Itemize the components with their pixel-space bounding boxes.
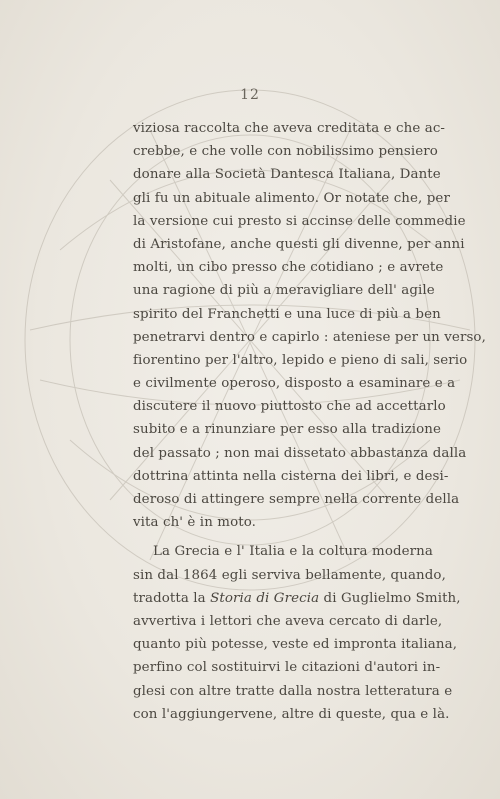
text-line: discutere il nuovo piuttosto che ad accettarlo: [133, 399, 446, 415]
text-line: spirito del Franchetti e una luce di più a ben: [133, 306, 441, 322]
text-line: la versione cui presto si accinse delle commedie: [133, 213, 466, 229]
text-line: una ragione di più a meravigliare dell' agile: [133, 283, 435, 299]
book-title: Storia di Grecia: [210, 590, 320, 606]
text-line: glesi con altre tratte dalla nostra letteratura e: [133, 683, 453, 699]
text-line-with-title: [133, 587, 461, 610]
text-line: penetrarvi dentro e capirlo : ateniese per un verso,: [133, 329, 486, 345]
paragraph-1: [133, 117, 486, 534]
text-line: perfino col sostituirvi le citazioni d'autori in-: [133, 660, 441, 676]
text-line: donare alla Società Dantesca Italiana, Dante: [133, 167, 441, 183]
text-line: fiorentino per l'altro, lepido e pieno di sali, serio: [133, 352, 468, 368]
text-line: con l'aggiungervene, altre di queste, qua e là.: [133, 706, 450, 722]
text-line: di Aristofane, anche questi gli divenne, per anni: [133, 236, 465, 252]
text-line: subito e a rinunziare per esso alla tradizione: [133, 422, 442, 438]
text-line: molti, un cibo presso che cotidiano ; e avrete: [133, 260, 444, 276]
text-line: dottrina attinta nella cisterna dei libri, e desi-: [133, 468, 449, 484]
page-number: 12: [240, 87, 260, 103]
text-line: crebbe, e che volle con nobilissimo pensiero: [133, 144, 438, 160]
body-text: [133, 117, 486, 726]
text-fragment: tradotta la: [133, 590, 211, 606]
paragraph-2: [133, 540, 461, 726]
text-fragment: di Guglielmo Smith,: [319, 590, 461, 606]
text-line: deroso di attingere sempre nella corrente della: [133, 492, 460, 507]
text-line: avvertiva i lettori che aveva cercato di darle,: [133, 613, 443, 629]
text-line: vita ch' è in moto.: [133, 515, 256, 531]
text-line: del passato ; non mai dissetato abbastanza dalla: [133, 445, 467, 461]
text-line: viziosa raccolta che aveva creditata e che ac-: [133, 121, 446, 136]
text-line: quanto più potesse, veste ed impronta italiana,: [133, 637, 458, 653]
text-line: La Grecia e l' Italia e la coltura moderna: [153, 544, 433, 560]
text-line: e civilmente operoso, disposto a esaminare e a: [133, 376, 456, 392]
text-line: gli fu un abituale alimento. Or notate che, per: [133, 190, 450, 206]
text-line: sin dal 1864 egli serviva bellamente, quando,: [133, 567, 446, 583]
